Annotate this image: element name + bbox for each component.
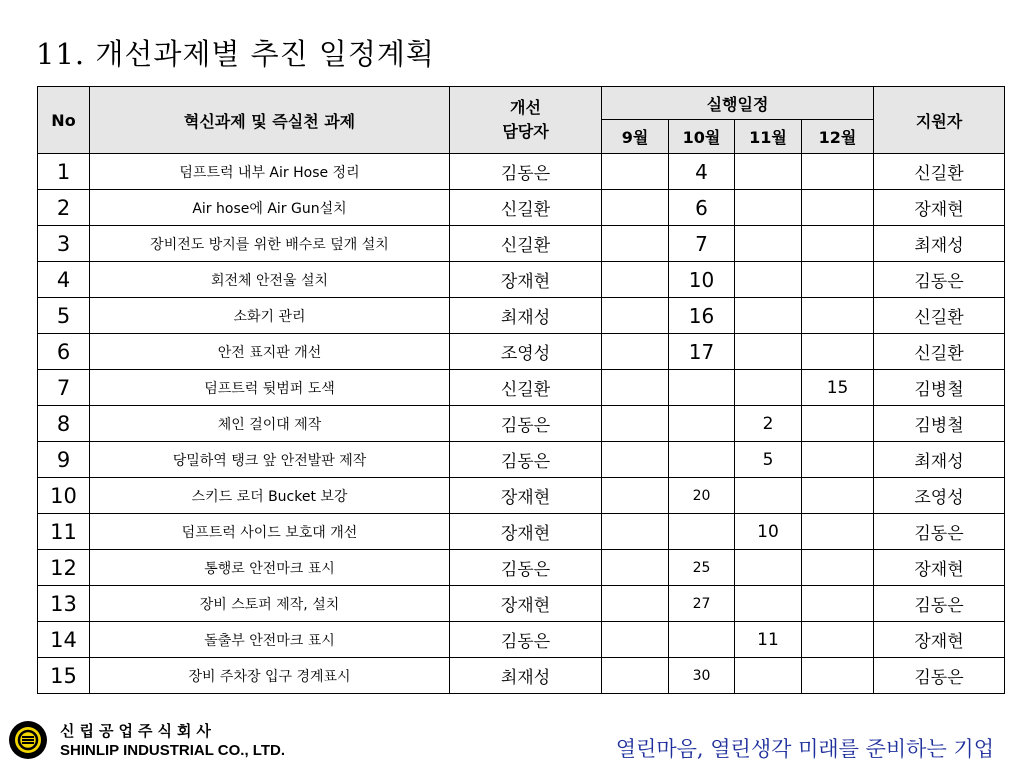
month-10-cell: 4	[669, 154, 735, 190]
month-10-cell: 25	[669, 550, 735, 586]
table-row	[38, 658, 1005, 694]
owner-name: 조영성	[450, 334, 602, 370]
month-12-cell	[802, 586, 874, 622]
month-10-cell: 27	[669, 586, 735, 622]
owner-name: 장재현	[450, 262, 602, 298]
month-10-cell: 10	[669, 262, 735, 298]
task-name: 스키드 로더 Bucket 보강	[90, 478, 450, 514]
header-month-9: 9월	[602, 120, 669, 154]
owner-name: 장재현	[450, 478, 602, 514]
owner-name: 김동은	[450, 154, 602, 190]
month-9-cell	[602, 658, 669, 694]
month-12-cell	[802, 478, 874, 514]
supporter-name: 신길환	[874, 154, 1005, 190]
supporter-name: 조영성	[874, 478, 1005, 514]
owner-name: 장재현	[450, 514, 602, 550]
month-11-cell	[735, 586, 802, 622]
month-9-cell	[602, 190, 669, 226]
table-row	[38, 262, 1005, 298]
month-10-cell	[669, 370, 735, 406]
task-name: 당밀하역 탱크 앞 안전발판 제작	[90, 442, 450, 478]
task-name: 덤프트럭 내부 Air Hose 정리	[90, 154, 450, 190]
header-owner	[450, 87, 602, 154]
task-name: 덤프트럭 뒷범퍼 도색	[90, 370, 450, 406]
schedule-table	[37, 86, 1005, 694]
month-12-cell	[802, 334, 874, 370]
header-row-1	[38, 87, 1005, 120]
task-name: 장비 주차장 입구 경계표시	[90, 658, 450, 694]
row-number: 10	[38, 478, 90, 514]
supporter-name: 김동은	[874, 586, 1005, 622]
supporter-name: 최재성	[874, 226, 1005, 262]
month-12-cell	[802, 190, 874, 226]
supporter-name: 장재현	[874, 550, 1005, 586]
month-10-cell	[669, 406, 735, 442]
month-9-cell	[602, 298, 669, 334]
owner-name: 장재현	[450, 586, 602, 622]
row-number: 7	[38, 370, 90, 406]
owner-name: 신길환	[450, 190, 602, 226]
row-number: 6	[38, 334, 90, 370]
month-9-cell	[602, 226, 669, 262]
month-12-cell	[802, 622, 874, 658]
month-12-cell: 15	[802, 370, 874, 406]
row-number: 13	[38, 586, 90, 622]
month-11-cell	[735, 262, 802, 298]
month-9-cell	[602, 478, 669, 514]
table-row	[38, 298, 1005, 334]
table-body	[38, 154, 1005, 694]
table-row	[38, 442, 1005, 478]
row-number: 14	[38, 622, 90, 658]
company-logo-icon	[8, 720, 48, 760]
row-number: 2	[38, 190, 90, 226]
task-name: 통행로 안전마크 표시	[90, 550, 450, 586]
month-11-cell: 5	[735, 442, 802, 478]
task-name: 소화기 관리	[90, 298, 450, 334]
table-row	[38, 622, 1005, 658]
month-10-cell	[669, 442, 735, 478]
month-11-cell	[735, 478, 802, 514]
month-9-cell	[602, 442, 669, 478]
month-11-cell	[735, 298, 802, 334]
month-10-cell: 30	[669, 658, 735, 694]
month-11-cell	[735, 190, 802, 226]
month-12-cell	[802, 658, 874, 694]
month-10-cell	[669, 622, 735, 658]
month-11-cell	[735, 154, 802, 190]
header-no: No	[38, 87, 90, 154]
owner-name: 최재성	[450, 658, 602, 694]
table-row	[38, 550, 1005, 586]
month-10-cell: 7	[669, 226, 735, 262]
table-row	[38, 514, 1005, 550]
supporter-name: 김병철	[874, 370, 1005, 406]
row-number: 1	[38, 154, 90, 190]
row-number: 12	[38, 550, 90, 586]
supporter-name: 김동은	[874, 658, 1005, 694]
month-11-cell: 10	[735, 514, 802, 550]
month-9-cell	[602, 262, 669, 298]
month-10-cell: 20	[669, 478, 735, 514]
task-name: 장비전도 방지를 위한 배수로 덮개 설치	[90, 226, 450, 262]
task-name: 회전체 안전울 설치	[90, 262, 450, 298]
owner-name: 신길환	[450, 226, 602, 262]
table-row	[38, 370, 1005, 406]
company-name-english: SHINLIP INDUSTRIAL CO., LTD.	[60, 742, 286, 759]
table-row	[38, 478, 1005, 514]
month-10-cell: 6	[669, 190, 735, 226]
table-row	[38, 190, 1005, 226]
month-11-cell	[735, 658, 802, 694]
row-number: 11	[38, 514, 90, 550]
task-name: 안전 표지판 개선	[90, 334, 450, 370]
header-schedule: 실행일정	[602, 87, 874, 120]
month-9-cell	[602, 586, 669, 622]
month-10-cell	[669, 514, 735, 550]
supporter-name: 최재성	[874, 442, 1005, 478]
supporter-name: 김동은	[874, 514, 1005, 550]
company-slogan: 열린마음, 열린생각 미래를 준비하는 기업	[615, 737, 994, 761]
header-month-12: 12월	[802, 120, 874, 154]
month-10-cell: 16	[669, 298, 735, 334]
month-9-cell	[602, 370, 669, 406]
month-9-cell	[602, 406, 669, 442]
month-10-cell: 17	[669, 334, 735, 370]
month-11-cell: 11	[735, 622, 802, 658]
month-12-cell	[802, 298, 874, 334]
row-number: 3	[38, 226, 90, 262]
table-row	[38, 334, 1005, 370]
supporter-name: 김병철	[874, 406, 1005, 442]
month-12-cell	[802, 226, 874, 262]
row-number: 8	[38, 406, 90, 442]
month-9-cell	[602, 622, 669, 658]
task-name: 돌출부 안전마크 표시	[90, 622, 450, 658]
month-9-cell	[602, 154, 669, 190]
company-name-korean: 신립공업주식회사	[60, 722, 216, 740]
supporter-name: 신길환	[874, 334, 1005, 370]
month-12-cell	[802, 442, 874, 478]
owner-name: 신길환	[450, 370, 602, 406]
page-title: 11. 개선과제별 추진 일정계획	[36, 37, 435, 71]
owner-name: 최재성	[450, 298, 602, 334]
table-row	[38, 154, 1005, 190]
owner-name: 김동은	[450, 442, 602, 478]
month-11-cell	[735, 226, 802, 262]
header-owner-line2: 담당자	[502, 122, 549, 141]
row-number: 15	[38, 658, 90, 694]
month-12-cell	[802, 406, 874, 442]
task-name: 덤프트럭 사이드 보호대 개선	[90, 514, 450, 550]
table-row	[38, 226, 1005, 262]
owner-name: 김동은	[450, 622, 602, 658]
header-task: 혁신과제 및 즉실천 과제	[90, 87, 450, 154]
header-owner-line1: 개선	[510, 98, 541, 117]
month-9-cell	[602, 334, 669, 370]
supporter-name: 김동은	[874, 262, 1005, 298]
owner-name: 김동은	[450, 406, 602, 442]
header-month-11: 11월	[735, 120, 802, 154]
supporter-name: 신길환	[874, 298, 1005, 334]
month-12-cell	[802, 154, 874, 190]
month-12-cell	[802, 514, 874, 550]
task-name: 체인 걸이대 제작	[90, 406, 450, 442]
header-supporter: 지원자	[874, 87, 1005, 154]
month-12-cell	[802, 550, 874, 586]
month-12-cell	[802, 262, 874, 298]
table-row	[38, 586, 1005, 622]
month-11-cell	[735, 370, 802, 406]
task-name: Air hose에 Air Gun설치	[90, 190, 450, 226]
month-9-cell	[602, 550, 669, 586]
row-number: 5	[38, 298, 90, 334]
month-11-cell: 2	[735, 406, 802, 442]
month-11-cell	[735, 334, 802, 370]
table-row	[38, 406, 1005, 442]
month-9-cell	[602, 514, 669, 550]
owner-name: 김동은	[450, 550, 602, 586]
supporter-name: 장재현	[874, 622, 1005, 658]
row-number: 4	[38, 262, 90, 298]
task-name: 장비 스토퍼 제작, 설치	[90, 586, 450, 622]
row-number: 9	[38, 442, 90, 478]
supporter-name: 장재현	[874, 190, 1005, 226]
month-11-cell	[735, 550, 802, 586]
header-month-10: 10월	[669, 120, 735, 154]
